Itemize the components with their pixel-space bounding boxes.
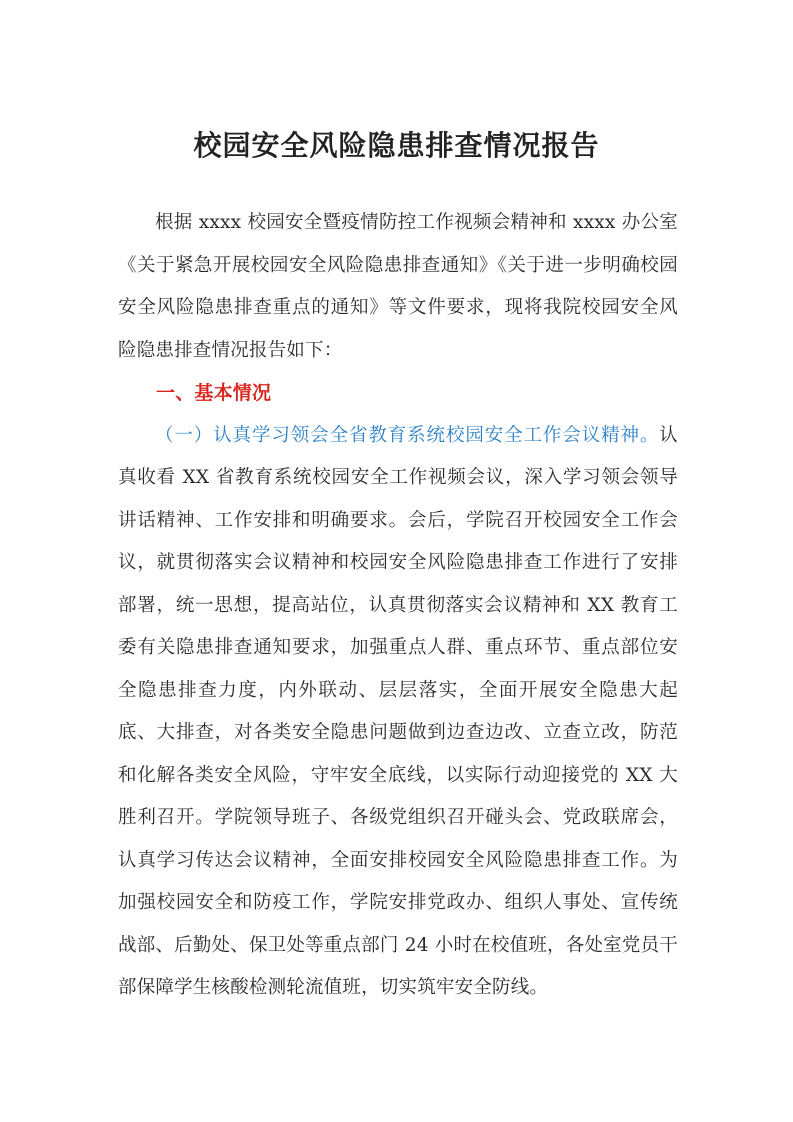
section-heading-basic-situation: 一、基本情况 — [156, 382, 272, 404]
document-body — [118, 202, 678, 1010]
subsection-heading-1: （一）认真学习领会全省教育系统校园安全工作会议精神。 — [155, 424, 660, 446]
subsection-body-1: 认真收看 XX 省教育系统校园安全工作视频会议，深入学习领会领导讲话精神、工作安排和明确要求。会后，学院召开校园安全工作会议，就贯彻落实会议精神和校园安全风险隐患排查工作进行了安排部署，统一思想，提高站位，认真贯彻落实会议精神和 XX 教育工委有关隐患排查通知要求，加强重点人群、重点环节、重点部位安全隐患排查力度，内外联动、层层落实，全面开展安全隐患大起底、大排查，对各类安全隐患问题做到边查边改、立查立改，防范和化解各类安全风险，守牢安全底线，以实际行动迎接党的 XX 大胜利召开。学院领导班子、各级党组织召开碰头会、党政联席会，认真学习传达会议精神，全面安排校园安全风险隐患排查工作。为加强校园安全和防疫工作，学院安排党政办、组织人事处、宣传统战部、后勤处、保卫处等重点部门 24 小时在校值班，各处室党员干部保障学生核酸检测轮流值班，切实筑牢安全防线。 — [118, 424, 678, 998]
subsection-paragraph-1 — [118, 415, 678, 1010]
intro-paragraph: 根据 xxxx 校园安全暨疫情防控工作视频会精神和 xxxx 办公室《关于紧急开展校园安全风险隐患排查通知》《关于进一步明确校园安全风险隐患排查重点的通知》等文件要求，现将我院校园安全风险隐患排查情况报告如下： — [118, 212, 678, 361]
document-title: 校园安全风险隐患排查情况报告 — [193, 129, 600, 162]
